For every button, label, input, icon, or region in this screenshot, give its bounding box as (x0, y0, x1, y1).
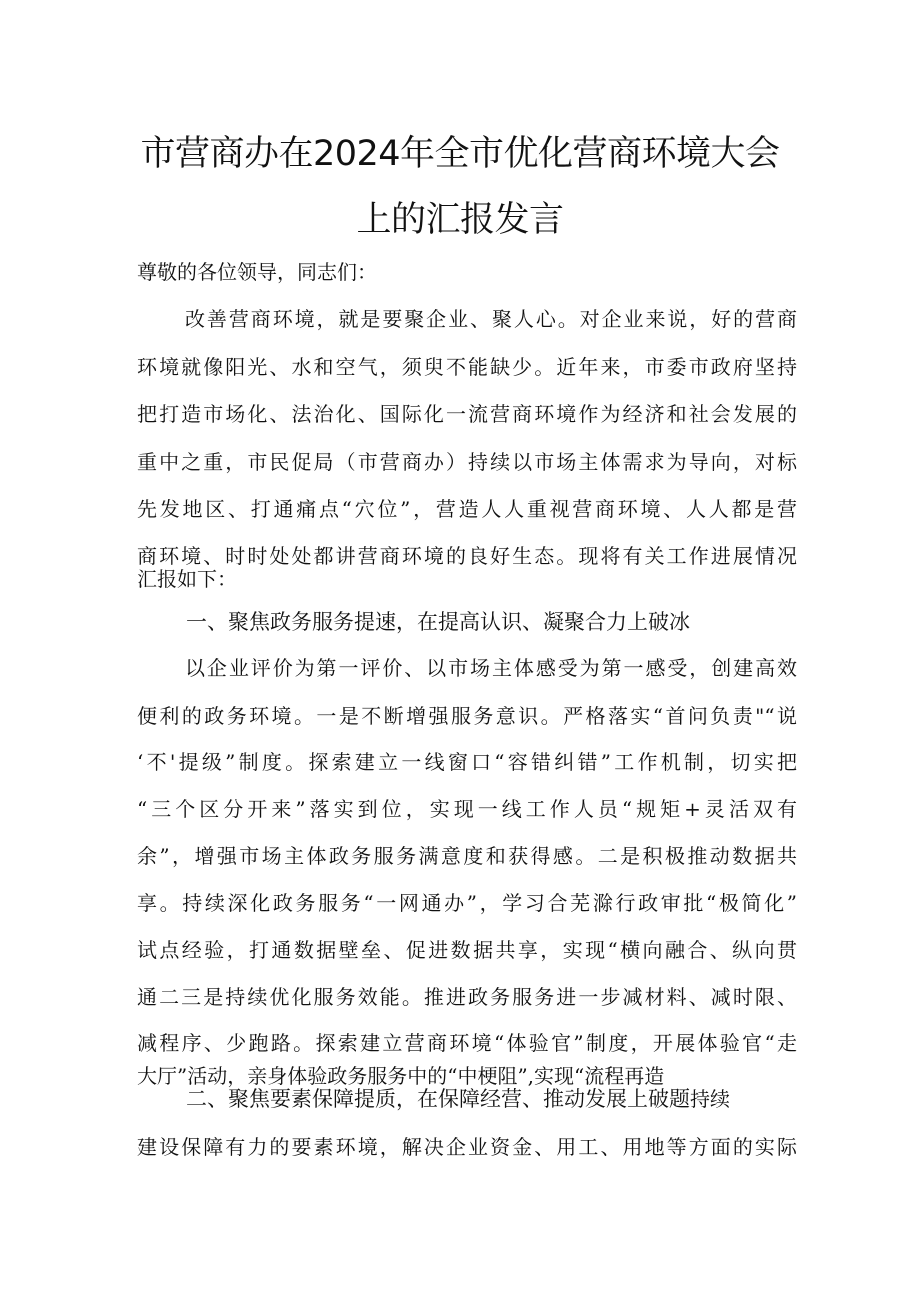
section-2-heading-continuation: 持续 (690, 1087, 730, 1111)
intro-line: 汇报如下： (137, 567, 237, 591)
section-2-line: 建设保障有力的要素环境，解决企业资金、用工、用地等方面的实际 (137, 1135, 797, 1159)
section-1-line: 减程序、少跑路。探索建立营商环境“体验官”制度，开展体验官“走 (137, 1031, 797, 1055)
intro-line: 先发地区、打通痛点“穴位”，营造人人重视营商环境、人人都是营 (137, 497, 797, 521)
intro-line: 商环境、时时处处都讲营商环境的良好生态。现将有关工作进展情况 (137, 544, 797, 568)
section-1-line: 通二三是持续优化服务效能。推进政务服务进一步减材料、减时限、 (137, 985, 797, 1009)
section-1-line: ‘不'提级”制度。探索建立一线窗口“容错纠错”工作机制，切实把 (137, 750, 797, 774)
section-2-heading: 二、聚焦要素保障提质，在保障经营、推动发展上破题 (186, 1087, 690, 1111)
section-1-line: 以企业评价为第一评价、以市场主体感受为第一感受，创建高效 (185, 656, 797, 680)
section-1-line: 试点经验，打通数据壁垒、促进数据共享，实现“横向融合、纵向贯 (137, 938, 797, 962)
document-title-line-1: 市营商办在2024年全市优化营商环境大会 (140, 134, 780, 174)
section-1-line: “三个区分开来”落实到位，实现一线工作人员“规矩+灵活双有 (137, 797, 797, 821)
section-1-line: 余”，增强市场主体政务服务满意度和获得感。二是积极推动数据共 (137, 844, 797, 868)
document-title-line-2: 上的汇报发言 (356, 200, 564, 240)
section-1-heading: 一、聚焦政务服务提速，在提高认识、凝聚合力上破冰 (186, 610, 690, 634)
section-2-heading-row (186, 1085, 797, 1115)
intro-line: 把打造市场化、法治化、国际化一流营商环境作为经济和社会发展的 (137, 402, 797, 426)
section-1-line: 享。持续深化政务服务“一网通办”，学习合芜滁行政审批“极简化” (137, 891, 797, 915)
intro-line: 环境就像阳光、水和空气，须臾不能缺少。近年来，市委市政府坚持 (137, 355, 797, 379)
intro-line: 重中之重，市民促局（市营商办）持续以市场主体需求为导向，对标 (137, 450, 797, 474)
section-1-line: 大厅”活动，亲身体验政务服务中的“中梗阻”,实现“流程再造 (137, 1064, 665, 1088)
salutation: 尊敬的各位领导，同志们： (137, 260, 377, 284)
section-1-line: 便利的政务环境。一是不断增强服务意识。严格落实“首问负责"“说 (137, 704, 797, 728)
intro-line: 改善营商环境，就是要聚企业、聚人心。对企业来说，好的营商 (185, 307, 797, 331)
